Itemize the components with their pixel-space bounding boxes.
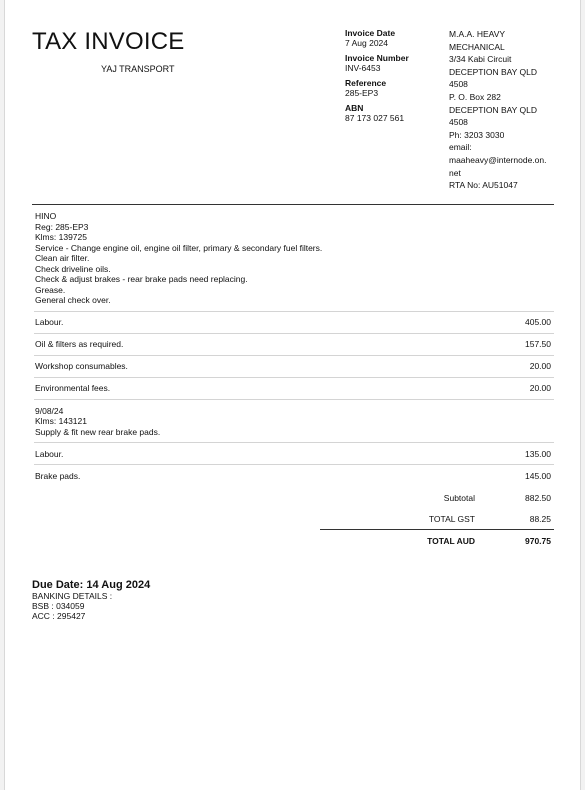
invoice-meta <box>345 28 409 128</box>
line-item-row <box>34 355 554 377</box>
gst-row <box>320 508 554 529</box>
supplier-line: 4508 <box>449 79 468 90</box>
total-value: 970.75 <box>525 536 551 546</box>
supplier-line: 4508 <box>449 117 468 128</box>
line-item-amount: 405.00 <box>525 317 551 327</box>
job-line: Supply & fit new rear brake pads. <box>35 426 161 437</box>
line-item-amount: 20.00 <box>529 383 551 393</box>
job-line: Klms: 139725 <box>35 232 87 242</box>
gst-value: 88.25 <box>529 513 551 524</box>
supplier-line: M.A.A. HEAVY <box>449 29 506 39</box>
supplier-line: RTA No: AU51047 <box>449 180 518 191</box>
supplier-line: maaheavy@internode.on. <box>449 154 547 165</box>
line-item-description: Workshop consumables. <box>35 361 128 371</box>
line-item-row <box>34 464 554 486</box>
line-item-row <box>34 333 554 355</box>
subtotal-value: 882.50 <box>525 492 551 503</box>
subtotal-row <box>320 487 554 508</box>
invoice-number-value: INV-6453 <box>345 63 381 73</box>
reference-label: Reference <box>345 78 387 88</box>
invoice-date-label: Invoice Date <box>345 28 396 38</box>
supplier-line: DECEPTION BAY QLD <box>449 66 538 77</box>
document-title: TAX INVOICE <box>32 28 185 55</box>
line-item-description: Environmental fees. <box>35 383 111 393</box>
payment-details <box>32 580 150 621</box>
supplier-line: MECHANICAL <box>449 41 505 52</box>
subtotal-label: Subtotal <box>443 492 475 503</box>
supplier-line: Ph: 3203 3030 <box>449 129 505 140</box>
job-line: Service - Change engine oil, engine oil filter, primary & secondary fuel filters. <box>35 242 323 253</box>
account-number: ACC : 295427 <box>32 611 86 621</box>
reference-value: 285-EP3 <box>345 88 379 98</box>
job-line: Check driveline oils. <box>35 263 111 274</box>
supplier-line: net <box>449 167 461 178</box>
customer-name: YAJ TRANSPORT <box>101 64 175 74</box>
abn-label: ABN <box>345 103 364 113</box>
supplier-address <box>449 28 561 192</box>
job-line: HINO <box>35 211 57 221</box>
supplier-line: DECEPTION BAY QLD <box>449 104 538 115</box>
totals-block <box>320 487 554 552</box>
line-item-row <box>34 442 554 464</box>
invoice-page <box>4 0 581 790</box>
job-line: Reg: 285-EP3 <box>35 221 89 232</box>
gst-label: TOTAL GST <box>428 513 475 524</box>
job-line: Clean air filter. <box>35 253 90 263</box>
line-item-description: Labour. <box>35 448 64 459</box>
banking-label: BANKING DETAILS : <box>32 591 113 601</box>
job-line: Check & adjust brakes - rear brake pads need replacing. <box>35 274 248 284</box>
line-item-row <box>34 311 554 333</box>
line-items <box>34 205 554 486</box>
total-row <box>320 529 554 552</box>
job-line: Grease. <box>35 284 66 295</box>
supplier-line: 3/34 Kabi Circuit <box>449 54 512 65</box>
line-item-description: Brake pads. <box>35 470 81 481</box>
line-item-amount: 157.50 <box>525 339 551 349</box>
job-line: Klms: 143121 <box>35 416 87 426</box>
supplier-line: email: <box>449 142 472 153</box>
job-description <box>34 205 554 311</box>
total-label: TOTAL AUD <box>427 536 475 546</box>
line-item-amount: 20.00 <box>529 361 551 371</box>
line-item-description: Oil & filters as required. <box>35 339 124 349</box>
line-item-amount: 145.00 <box>525 470 551 481</box>
line-item-amount: 135.00 <box>525 448 551 459</box>
job-line: 9/08/24 <box>35 405 64 416</box>
job-line: General check over. <box>35 295 111 305</box>
bsb: BSB : 034059 <box>32 601 85 611</box>
invoice-date-value: 7 Aug 2024 <box>345 38 389 48</box>
job-description <box>34 400 554 443</box>
abn-value: 87 173 027 561 <box>345 113 405 123</box>
due-date: Due Date: 14 Aug 2024 <box>32 579 151 591</box>
invoice-number-label: Invoice Number <box>345 53 409 63</box>
line-item-row <box>34 377 554 399</box>
supplier-line: P. O. Box 282 <box>449 91 501 102</box>
line-item-description: Labour. <box>35 317 64 327</box>
